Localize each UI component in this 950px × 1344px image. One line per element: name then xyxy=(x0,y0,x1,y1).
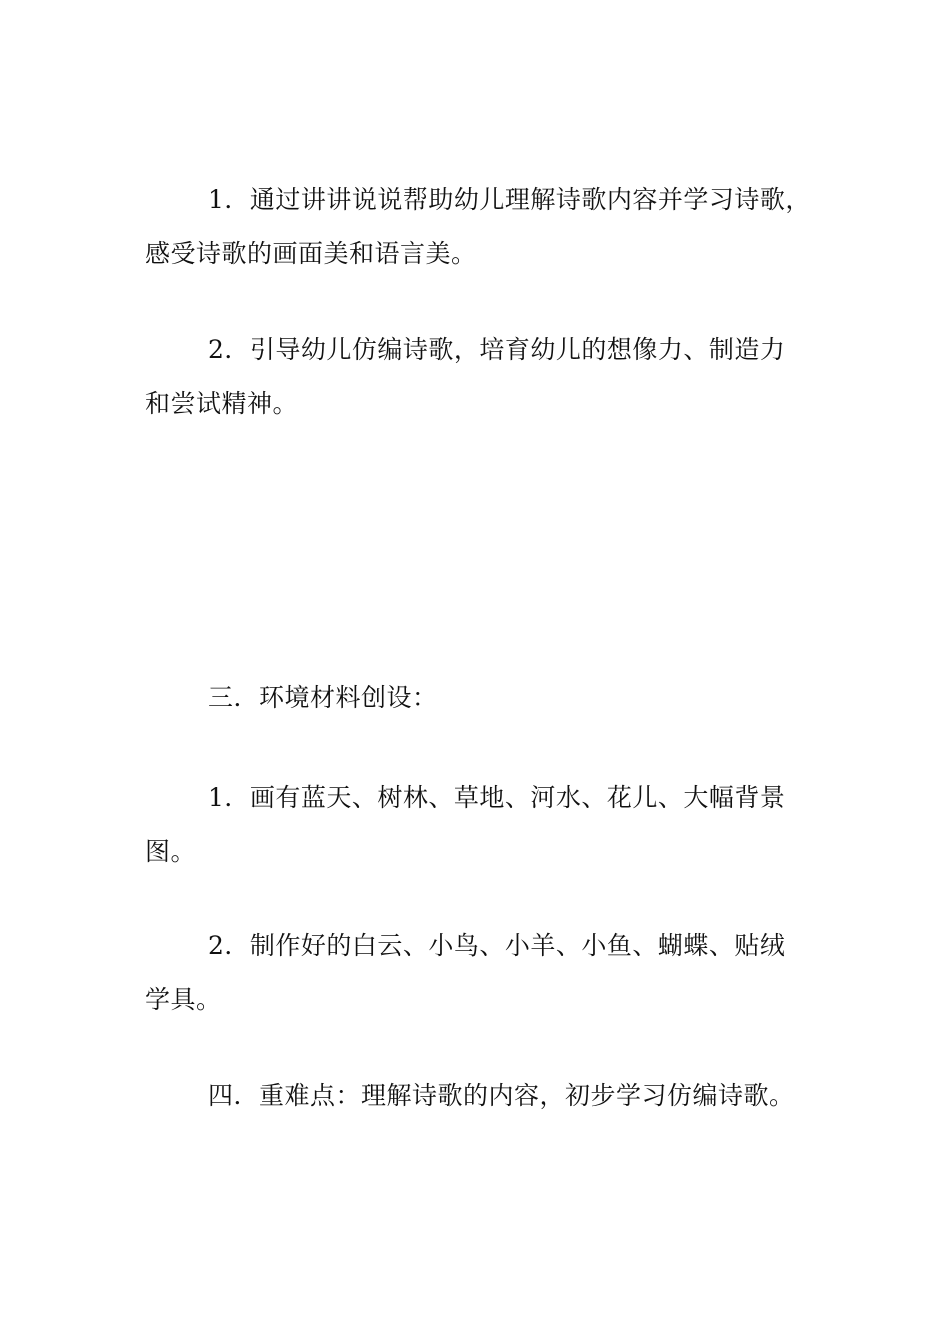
paragraph-goal-2 xyxy=(145,323,815,431)
paragraph-line: 图。 xyxy=(145,837,197,866)
paragraph-line: 感受诗歌的画面美和语言美。 xyxy=(145,239,477,268)
paragraph-line: 1．画有蓝天、树林、草地、河水、花儿、大幅背景 xyxy=(208,783,786,812)
paragraph-line: 1．通过讲讲说说帮助幼儿理解诗歌内容并学习诗歌， xyxy=(208,185,811,214)
section-heading-materials xyxy=(145,671,815,725)
paragraph-line: 2．引导幼儿仿编诗歌，培育幼儿的想像力、制造力 xyxy=(208,335,786,364)
heading-line: 三．环境材料创设： xyxy=(208,683,438,712)
paragraph-material-1 xyxy=(145,771,815,879)
paragraph-line: 学具。 xyxy=(145,985,222,1014)
paragraph-line: 和尝试精神。 xyxy=(145,389,299,418)
paragraph-material-2 xyxy=(145,919,815,1027)
paragraph-line: 2．制作好的白云、小鸟、小羊、小鱼、蝴蝶、贴绒 xyxy=(208,931,786,960)
paragraph-goal-1 xyxy=(145,173,815,281)
heading-line: 四．重难点：理解诗歌的内容，初步学习仿编诗歌。 xyxy=(208,1081,795,1110)
section-heading-key-points xyxy=(145,1069,815,1123)
